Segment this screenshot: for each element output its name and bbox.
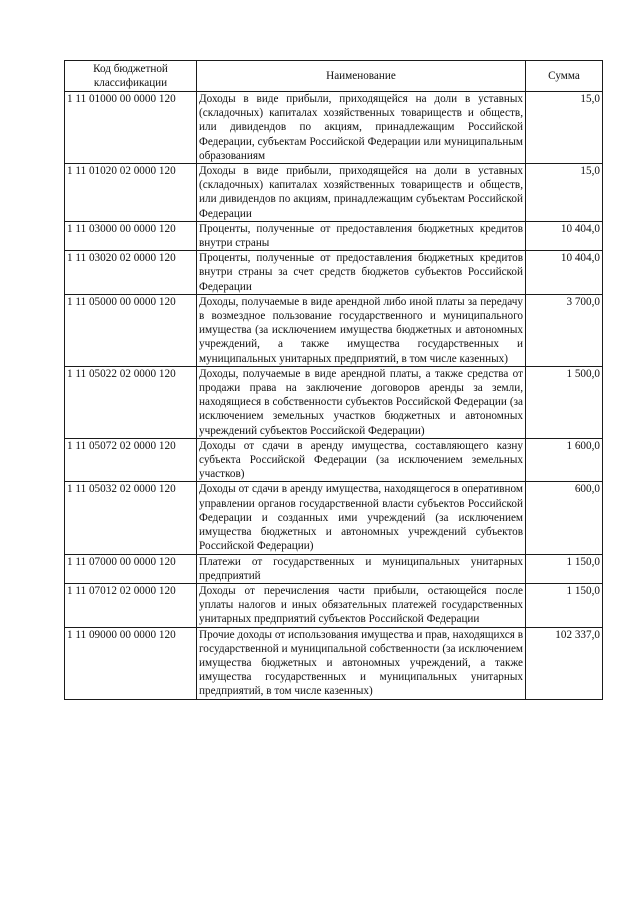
cell-name: Доходы в виде прибыли, приходящейся на доли в уставных (складочных) капиталах хозяйственных товариществ и обществ, или дивидендов по акциям, принадлежащим Российской Федерации, субъектам Российской Федерации или муниципальным образованиям <box>197 92 526 164</box>
cell-name: Доходы, получаемые в виде арендной либо иной платы за передачу в возмездное пользование государственного и муниципального имущества (за исключением имущества бюджетных и автономных учреждений, а также имущества государственных и муниципальных унитарных предприятий, в том числе казенных) <box>197 294 526 366</box>
table-row <box>65 366 603 438</box>
cell-name: Платежи от государственных и муниципальных унитарных предприятий <box>197 554 526 583</box>
table-row <box>65 164 603 222</box>
cell-code: 1 11 01000 00 0000 120 <box>65 92 197 164</box>
cell-sum: 1 600,0 <box>526 438 603 482</box>
cell-sum: 10 404,0 <box>526 251 603 295</box>
cell-sum: 15,0 <box>526 164 603 222</box>
cell-name: Проценты, полученные от предоставления бюджетных кредитов внутри страны за счет средств бюджетов субъектов Российской Федерации <box>197 251 526 295</box>
cell-code: 1 11 05022 02 0000 120 <box>65 366 197 438</box>
table-row <box>65 438 603 482</box>
table-body <box>65 92 603 700</box>
cell-name: Доходы в виде прибыли, приходящейся на доли в уставных (складочных) капиталах хозяйственных товариществ и обществ, или дивидендов по акциям, принадлежащим субъектам Российской Федерации <box>197 164 526 222</box>
cell-code: 1 11 09000 00 0000 120 <box>65 627 197 699</box>
cell-code: 1 11 03020 02 0000 120 <box>65 251 197 295</box>
cell-name: Доходы от перечисления части прибыли, остающейся после уплаты налогов и иных обязательных платежей государственных унитарных предприятий субъектов Российской Федерации <box>197 583 526 627</box>
table-row <box>65 554 603 583</box>
cell-code: 1 11 07000 00 0000 120 <box>65 554 197 583</box>
header-row <box>65 61 603 92</box>
table-row <box>65 92 603 164</box>
cell-sum: 1 500,0 <box>526 366 603 438</box>
cell-code: 1 11 07012 02 0000 120 <box>65 583 197 627</box>
cell-name: Прочие доходы от использования имущества и прав, находящихся в государственной и муниципальной собственности (за исключением имущества бюджетных и автономных учреждений, а также имущества государственных и муниципальных унитарных предприятий, в том числе казенных) <box>197 627 526 699</box>
header-name: Наименование <box>197 61 526 92</box>
cell-code: 1 11 01020 02 0000 120 <box>65 164 197 222</box>
table-row <box>65 627 603 699</box>
cell-code: 1 11 05000 00 0000 120 <box>65 294 197 366</box>
cell-name: Доходы от сдачи в аренду имущества, находящегося в оперативном управлении органов государственной власти субъектов Российской Федерации и созданных ими учреждений (за исключением имущества бюджетных и автономных учреждений субъектов Российской Федерации) <box>197 482 526 554</box>
cell-code: 1 11 05032 02 0000 120 <box>65 482 197 554</box>
cell-sum: 1 150,0 <box>526 583 603 627</box>
cell-name: Доходы от сдачи в аренду имущества, составляющего казну субъекта Российской Федерации (за исключением земельных участков) <box>197 438 526 482</box>
table-header <box>65 61 603 92</box>
budget-revenue-table <box>64 60 603 700</box>
cell-sum: 15,0 <box>526 92 603 164</box>
table-row <box>65 221 603 250</box>
cell-sum: 10 404,0 <box>526 221 603 250</box>
table-row <box>65 583 603 627</box>
cell-sum: 600,0 <box>526 482 603 554</box>
header-code: Код бюджетной классификации <box>65 61 197 92</box>
cell-sum: 1 150,0 <box>526 554 603 583</box>
table-row <box>65 482 603 554</box>
cell-sum: 3 700,0 <box>526 294 603 366</box>
cell-sum: 102 337,0 <box>526 627 603 699</box>
cell-code: 1 11 03000 00 0000 120 <box>65 221 197 250</box>
table-row <box>65 251 603 295</box>
cell-name: Проценты, полученные от предоставления бюджетных кредитов внутри страны <box>197 221 526 250</box>
cell-code: 1 11 05072 02 0000 120 <box>65 438 197 482</box>
table-row <box>65 294 603 366</box>
cell-name: Доходы, получаемые в виде арендной платы, а также средства от продажи права на заключение договоров аренды за земли, находящиеся в собственности субъектов Российской Федерации (за исключением земельных участков бюджетных и автономных учреждений субъектов Российской Федерации) <box>197 366 526 438</box>
header-sum: Сумма <box>526 61 603 92</box>
